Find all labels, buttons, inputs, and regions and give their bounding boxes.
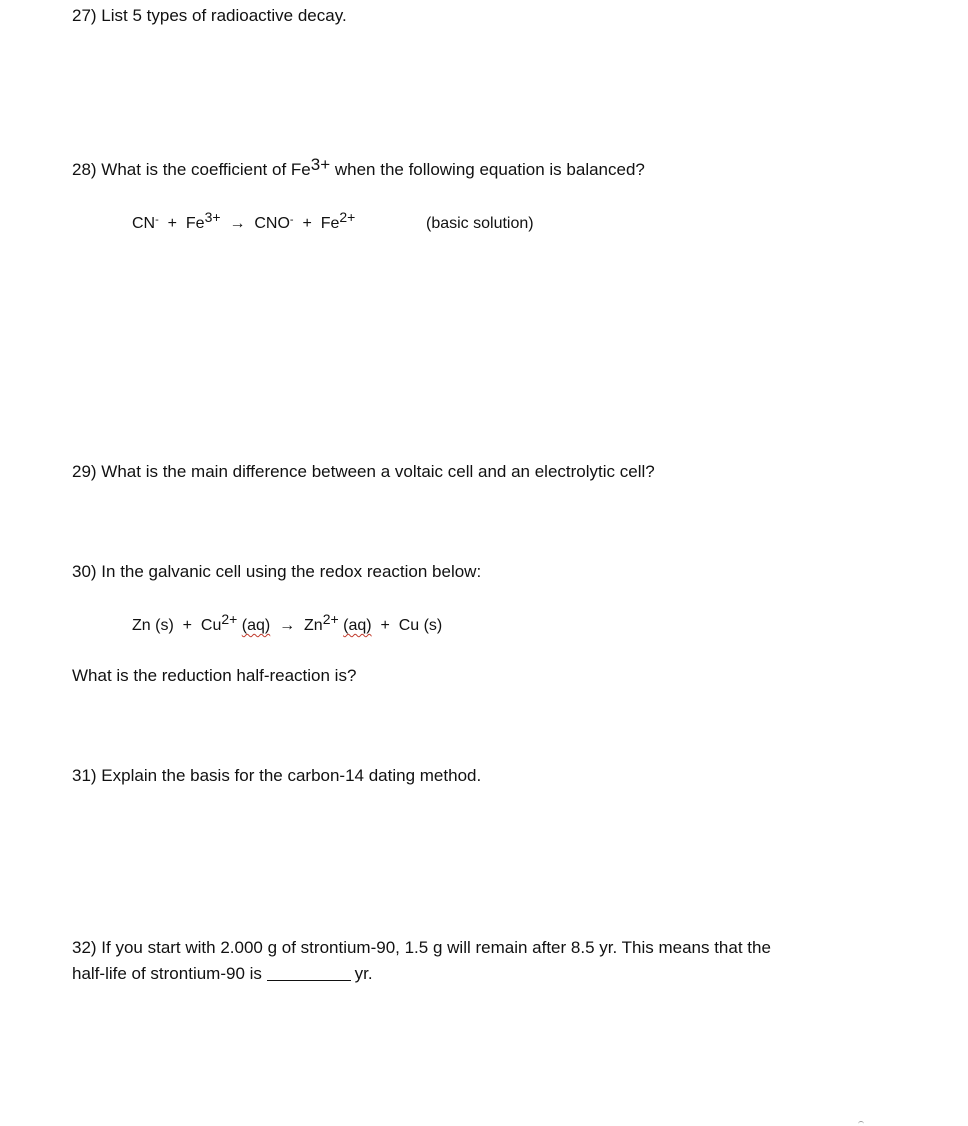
eq30-aq-1: (aq)	[241, 617, 271, 634]
page-edge-mark	[858, 1121, 864, 1126]
eq28-fe2-charge: 2+	[339, 209, 356, 225]
eq28-fe: Fe	[185, 215, 205, 232]
eq30-plus-2: +	[380, 617, 390, 634]
eq30-arrow-icon: →	[279, 617, 296, 634]
eq28-plus-2: +	[302, 215, 312, 232]
eq30-zn2: Zn	[304, 617, 323, 634]
question-28	[72, 155, 645, 181]
question-30-text: 30) In the galvanic cell using the redox reaction below:	[72, 562, 482, 581]
eq30-zn2-charge: 2+	[322, 611, 339, 627]
question-29-text: 29) What is the main difference between a voltaic cell and an electrolytic cell?	[72, 462, 655, 481]
eq30-cu-s: Cu (s)	[398, 617, 443, 634]
question-32-text-after-blank: yr.	[354, 964, 373, 983]
eq28-fe-charge: 3+	[204, 209, 221, 225]
question-27-text: 27) List 5 types of radioactive decay.	[72, 6, 347, 25]
eq28-arrow-icon: →	[229, 215, 246, 232]
eq28-cn-charge: -	[155, 214, 159, 226]
equation-28-condition	[426, 213, 534, 235]
question-29	[72, 461, 655, 483]
eq30-plus-1: +	[182, 617, 193, 634]
answer-blank[interactable]	[267, 966, 351, 981]
question-28-text-after: when the following equation is balanced?	[330, 160, 645, 179]
question-30	[72, 561, 481, 583]
question-27	[72, 5, 347, 27]
question-30-followup	[72, 665, 356, 687]
equation-30	[132, 611, 443, 637]
question-32-line-2	[72, 963, 373, 985]
equation-28	[132, 209, 356, 235]
eq30-zn: Zn (s)	[132, 617, 174, 634]
question-32-text-before-blank: half-life of strontium-90 is	[72, 964, 262, 983]
eq28-plus-1: +	[167, 215, 178, 232]
question-28-text-before: 28) What is the coefficient of Fe	[72, 160, 311, 179]
question-32-text-line-1: 32) If you start with 2.000 g of strontium-90, 1.5 g will remain after 8.5 yr. This means that the	[72, 938, 771, 957]
question-32-line-1	[72, 937, 771, 959]
eq30-cu-charge: 2+	[221, 611, 238, 627]
eq28-cn: CN	[132, 215, 156, 232]
eq30-cu: Cu	[200, 617, 222, 634]
eq30-aq-2: (aq)	[343, 617, 372, 634]
eq28-fe2: Fe	[320, 215, 340, 232]
eq28-cno: CNO	[254, 215, 290, 232]
eq28-cno-charge: -	[289, 214, 294, 226]
question-28-superscript: 3+	[310, 155, 331, 174]
eq28-condition-text: (basic solution)	[426, 215, 534, 232]
question-31	[72, 765, 481, 787]
question-31-text: 31) Explain the basis for the carbon-14 dating method.	[72, 766, 482, 785]
question-30-followup-text: What is the reduction half-reaction is?	[72, 666, 357, 685]
